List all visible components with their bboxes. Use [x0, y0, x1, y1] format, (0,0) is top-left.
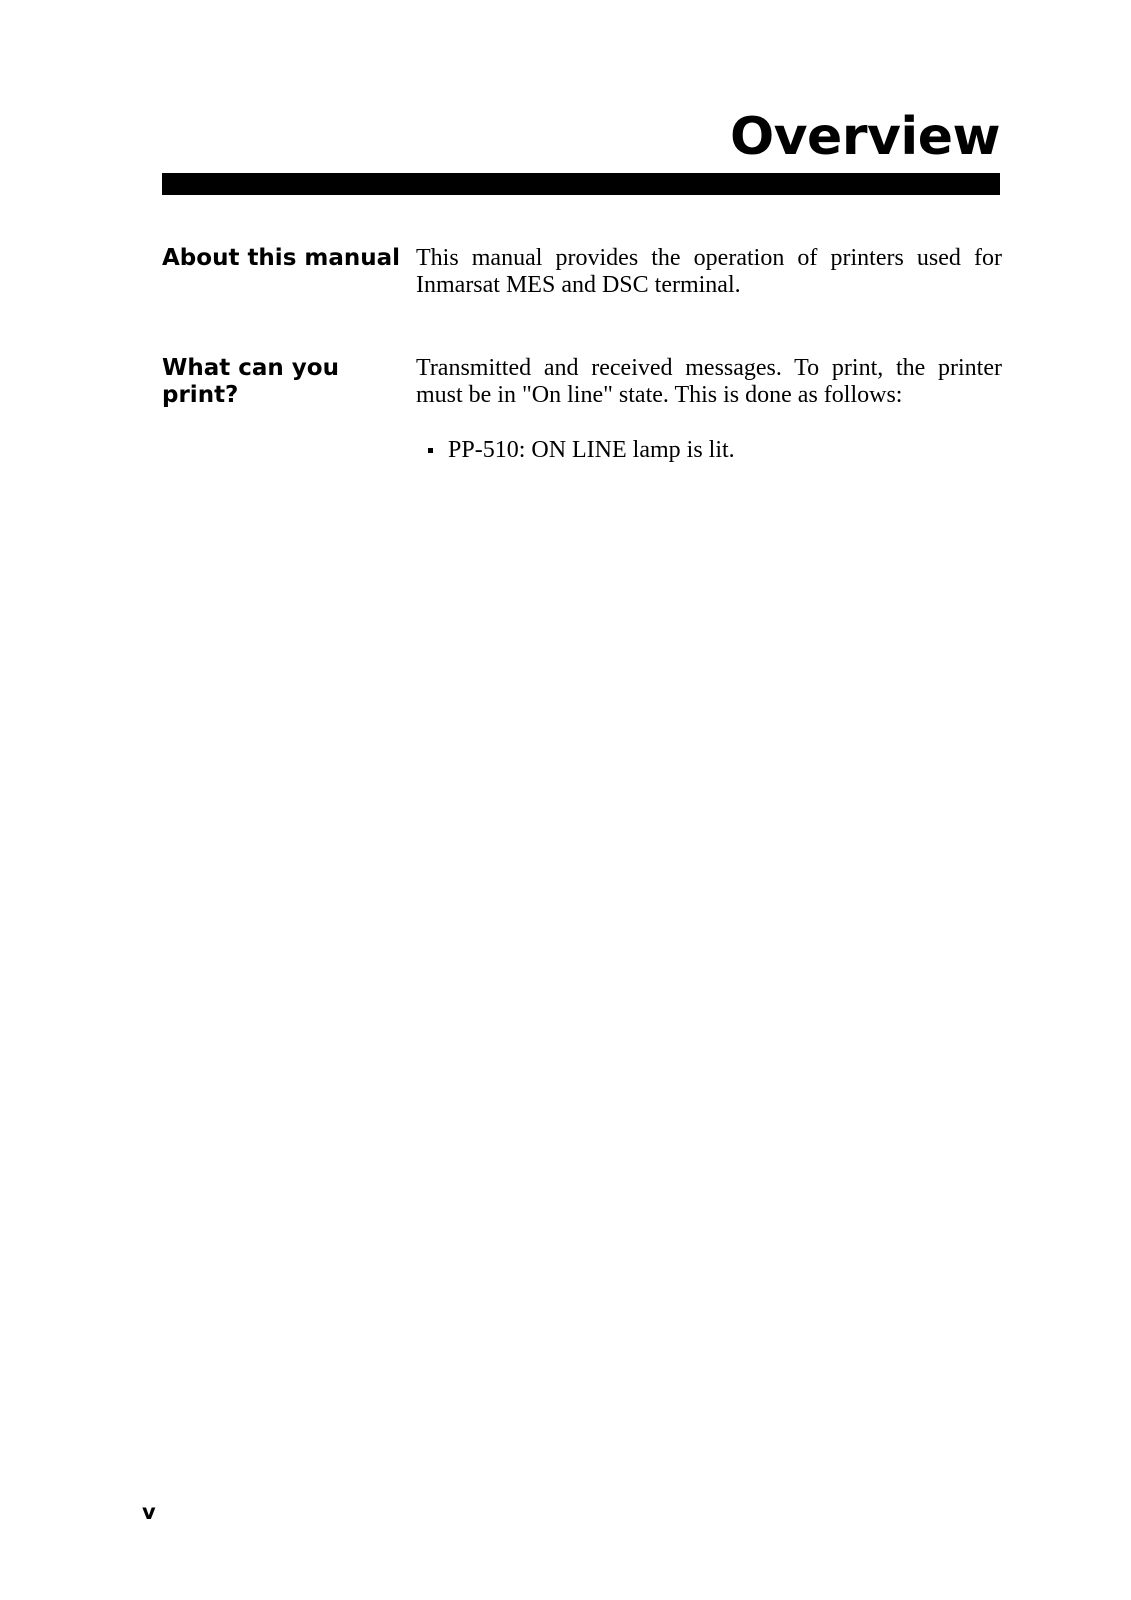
bullet-list — [416, 437, 1002, 464]
section-label: About this manual — [162, 245, 401, 271]
section-paragraph: This manual provides the operation of printers used for Inmarsat MES and DSC terminal. — [416, 245, 1002, 298]
page-title: Overview — [729, 107, 1000, 167]
section-body — [416, 355, 1002, 464]
page-number: v — [142, 1500, 156, 1524]
square-bullet-icon — [428, 448, 433, 453]
section-body — [416, 245, 1002, 299]
list-item-text: PP-510: ON LINE lamp is lit. — [448, 437, 735, 463]
list-item — [416, 437, 1002, 464]
title-rule — [162, 173, 1000, 195]
section-label: What can you print? — [162, 355, 339, 408]
section-paragraph: Transmitted and received messages. To print, the printer must be in "On line" state. This is done as follows: — [416, 355, 1002, 408]
